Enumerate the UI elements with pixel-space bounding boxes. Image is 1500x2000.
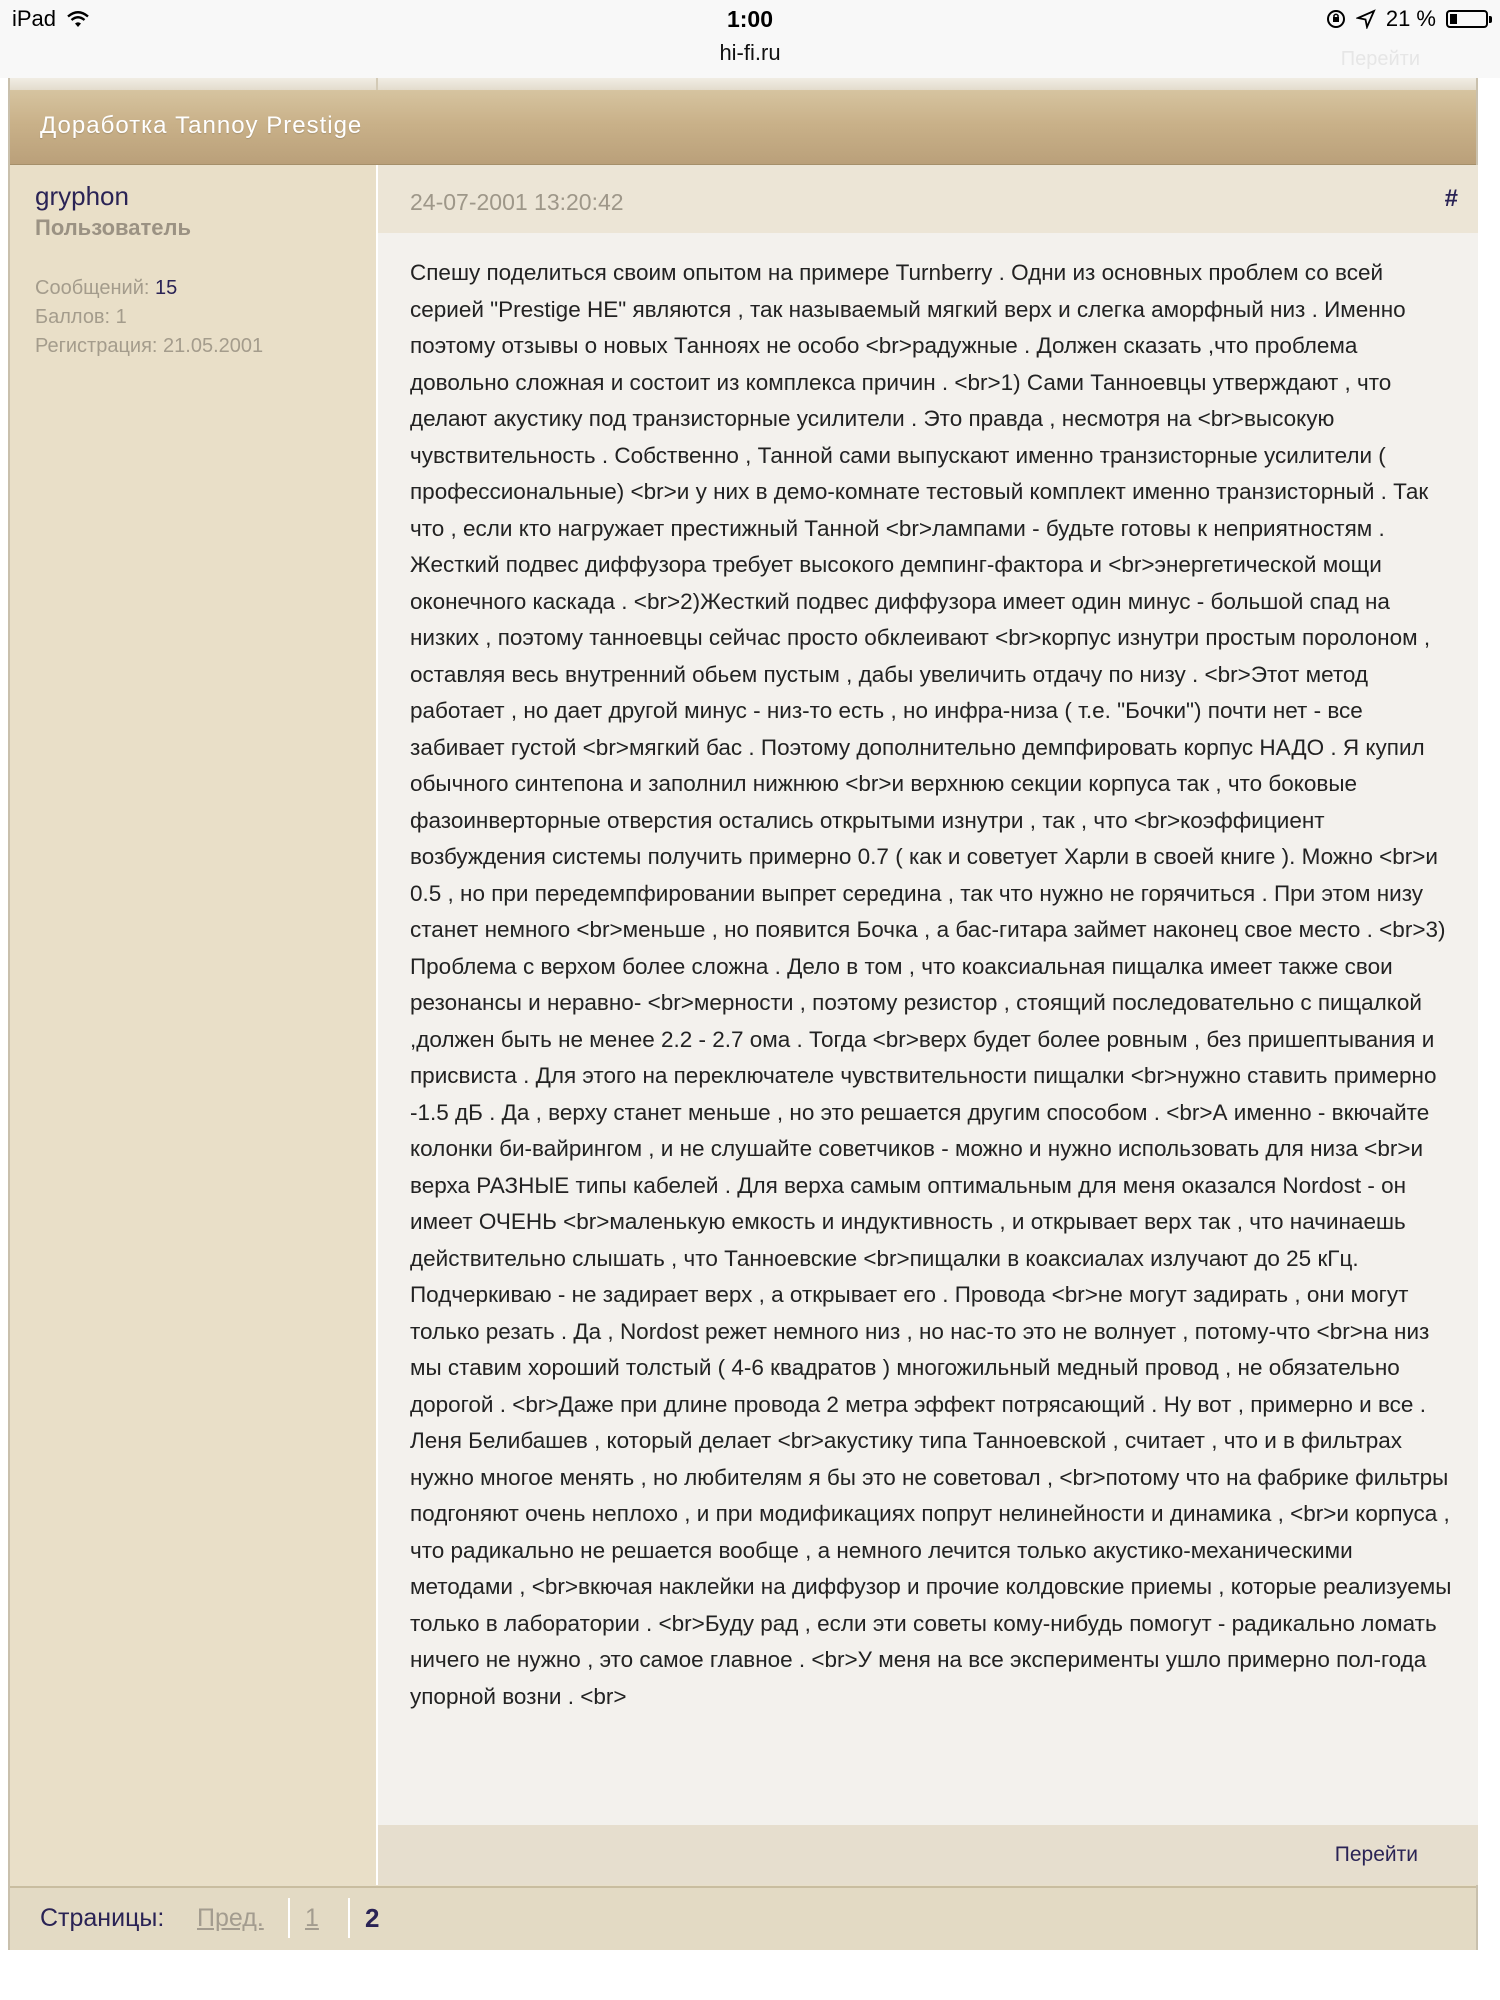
device-name: iPad [12,6,57,31]
pagination-label: Страницы: [40,1904,165,1932]
forum-thread [8,78,1478,1950]
battery-percent: 21 % [1385,6,1436,31]
status-bar [0,0,1500,78]
author-messages-label: Сообщений: [35,277,150,299]
battery-level [1450,14,1457,24]
author-messages [35,277,177,300]
topic-title: Доработка Tannoy Prestige [40,112,363,139]
orientation-lock-icon [1326,9,1346,29]
post-body [378,233,1478,1825]
ghost-goto-link[interactable]: Перейти [1340,48,1420,70]
post-permalink[interactable]: # [1444,185,1458,212]
post-header [378,165,1478,233]
author-points: Баллов: 1 [35,306,127,328]
pagination-divider [288,1898,290,1938]
pagination [10,1886,1476,1950]
pagination-page-1[interactable]: 1 [305,1904,319,1932]
pagination-prev[interactable]: Пред. [197,1904,264,1932]
author-role: Пользователь [35,215,192,240]
author-registration: Регистрация: 21.05.2001 [35,335,264,357]
top-strip-divider [376,78,378,90]
topic-header [10,90,1476,165]
author-panel [10,165,376,1885]
address-bar-url[interactable]: hi-fi.ru [719,40,781,65]
status-right [1326,6,1488,32]
goto-link[interactable]: Перейти [1334,1843,1418,1866]
location-arrow-icon [1356,9,1376,29]
author-name[interactable]: gryphon [35,181,129,211]
pagination-page-2-current: 2 [365,1903,380,1933]
battery-icon [1446,10,1488,28]
post-footer [378,1825,1478,1885]
author-messages-count[interactable]: 15 [155,277,178,299]
post-text: Спешу поделиться своим опытом на примере Turnberry . Одни из основных проблем со всей серией "Prestige HE" являются , так называемый мягкий верх и слегка аморфный низ . Именно поэтому отзывы о новых Танноях не особо <br>радужные . Должен сказать ,что проблема довольно сложная и состоит из комплекса причин . <br>1) Сами Танноевцы утверждают , что делают акустику под транзисторные усилители . Это правда , несмотря на <br>высокую чувствительность . Собственно , Танной сами выпускают именно транзисторные усилители ( профессиональные) <br>и у них в демо-комнате тестовый комплект именно транзисторный . Так что , если кто нагружает престижный Танной <br>лампами - будьте готовы к неприятностям . Жесткий подвес диффузора требует высокого демпинг-фактора и <br>энергетической мощи оконечного каскада . <br>2)Жесткий подвес диффузора имеет один минус - большой спад на низких , поэтому танноевцы сейчас просто обклеивают <br>корпус изнутри простым поролоном , оставляя весь внутренний обьем пустым , дабы увеличить отдачу по низу . <br>Этот метод работает , но дает другой минус - низ-то есть , но инфра-низа ( т.е. "Бочки") почти нет - все забивает густой <br>мягкий бас . Поэтому дополнительно демпфировать корпус НАДО . Я купил обычного синтепона и заполнил нижнюю <br>и верхнюю секции корпуса так , что боковые фазоинверторные отверстия остались открытыми изнутри , так , что <br>коэффициент возбуждения системы получить примерно 0.7 ( как и советует Харли в своей книге ). Можно <br>и 0.5 , но при передемпфировании выпрет середина , так что нужно не горячиться . При этом низу станет немного <br>меньше , но появится Бочка , а бас-гитара займет наконец свое место . <br>3) Проблема с верхом более сложна . Дело в том , что коаксиальная пищалка имеет также свои резонансы и неравно- <br>мерности , поэтому резистор , стоящий последовательно с пищалкой ,должен быть не менее 2.2 - 2.7 ома . Тогда <br>верх будет более ровным , без пришептывания и присвиста . Для этого на переключателе чувствительности пищалки <br>нужно ставить примерно -1.5 дБ . Да , верху станет меньше , но это решается другим способом . <br>А именно - вкючайте колонки би-вайрингом , и не слушайте советчиков - можно и нужно использовать для низа <br>и верха РАЗНЫЕ типы кабелей . Для верха самым оптимальным для меня оказался Nordost - он имеет ОЧЕНЬ <br>маленькую емкость и индуктивность , и открывает верх так , что начинаешь действительно слышать , что Танноевские <br>пищалки в коаксиалах излучают до 25 кГц. Подчеркиваю - не задирает верх , а открывает его . Провода <br>не могут задирать , они могут только резать . Да , Nordost режет немного низ , но нас-то это не волнует , потому-что <br>на низ мы ставим хороший толстый ( 4-6 квадратов ) многожильный медный провод , не обязательно дорогой . <br>Даже при длине провода 2 метра эффект потрясающий . Ну вот , примерно и все . Леня Белибашев , который делает <br>акустику типа Танноевской , считает , что и в фильтрах нужно многое менять , но любителям я бы это не советовал , <br>потому что на фабрике фильтры подгоняют очень неплохо , и при модификациях попрут нелинейности и динамика , <br>и корпуса , что радикально не решается вообще , а немного лечится только акустико-механическими методами , <br>вкючая наклейки на диффузор и прочие колдовские приемы , которые реализуемы только в лаборатории . <br>Буду рад , если эти советы кому-нибудь помогут - радикально ломать ничего не нужно , это самое главное . <br>У меня на все эксперименты ушло примерно пол-года упорной возни . <br> [410,260,1452,1709]
post-date: 24-07-2001 13:20:42 [410,189,624,215]
pagination-divider [348,1898,350,1938]
status-time: 1:00 [726,6,774,32]
